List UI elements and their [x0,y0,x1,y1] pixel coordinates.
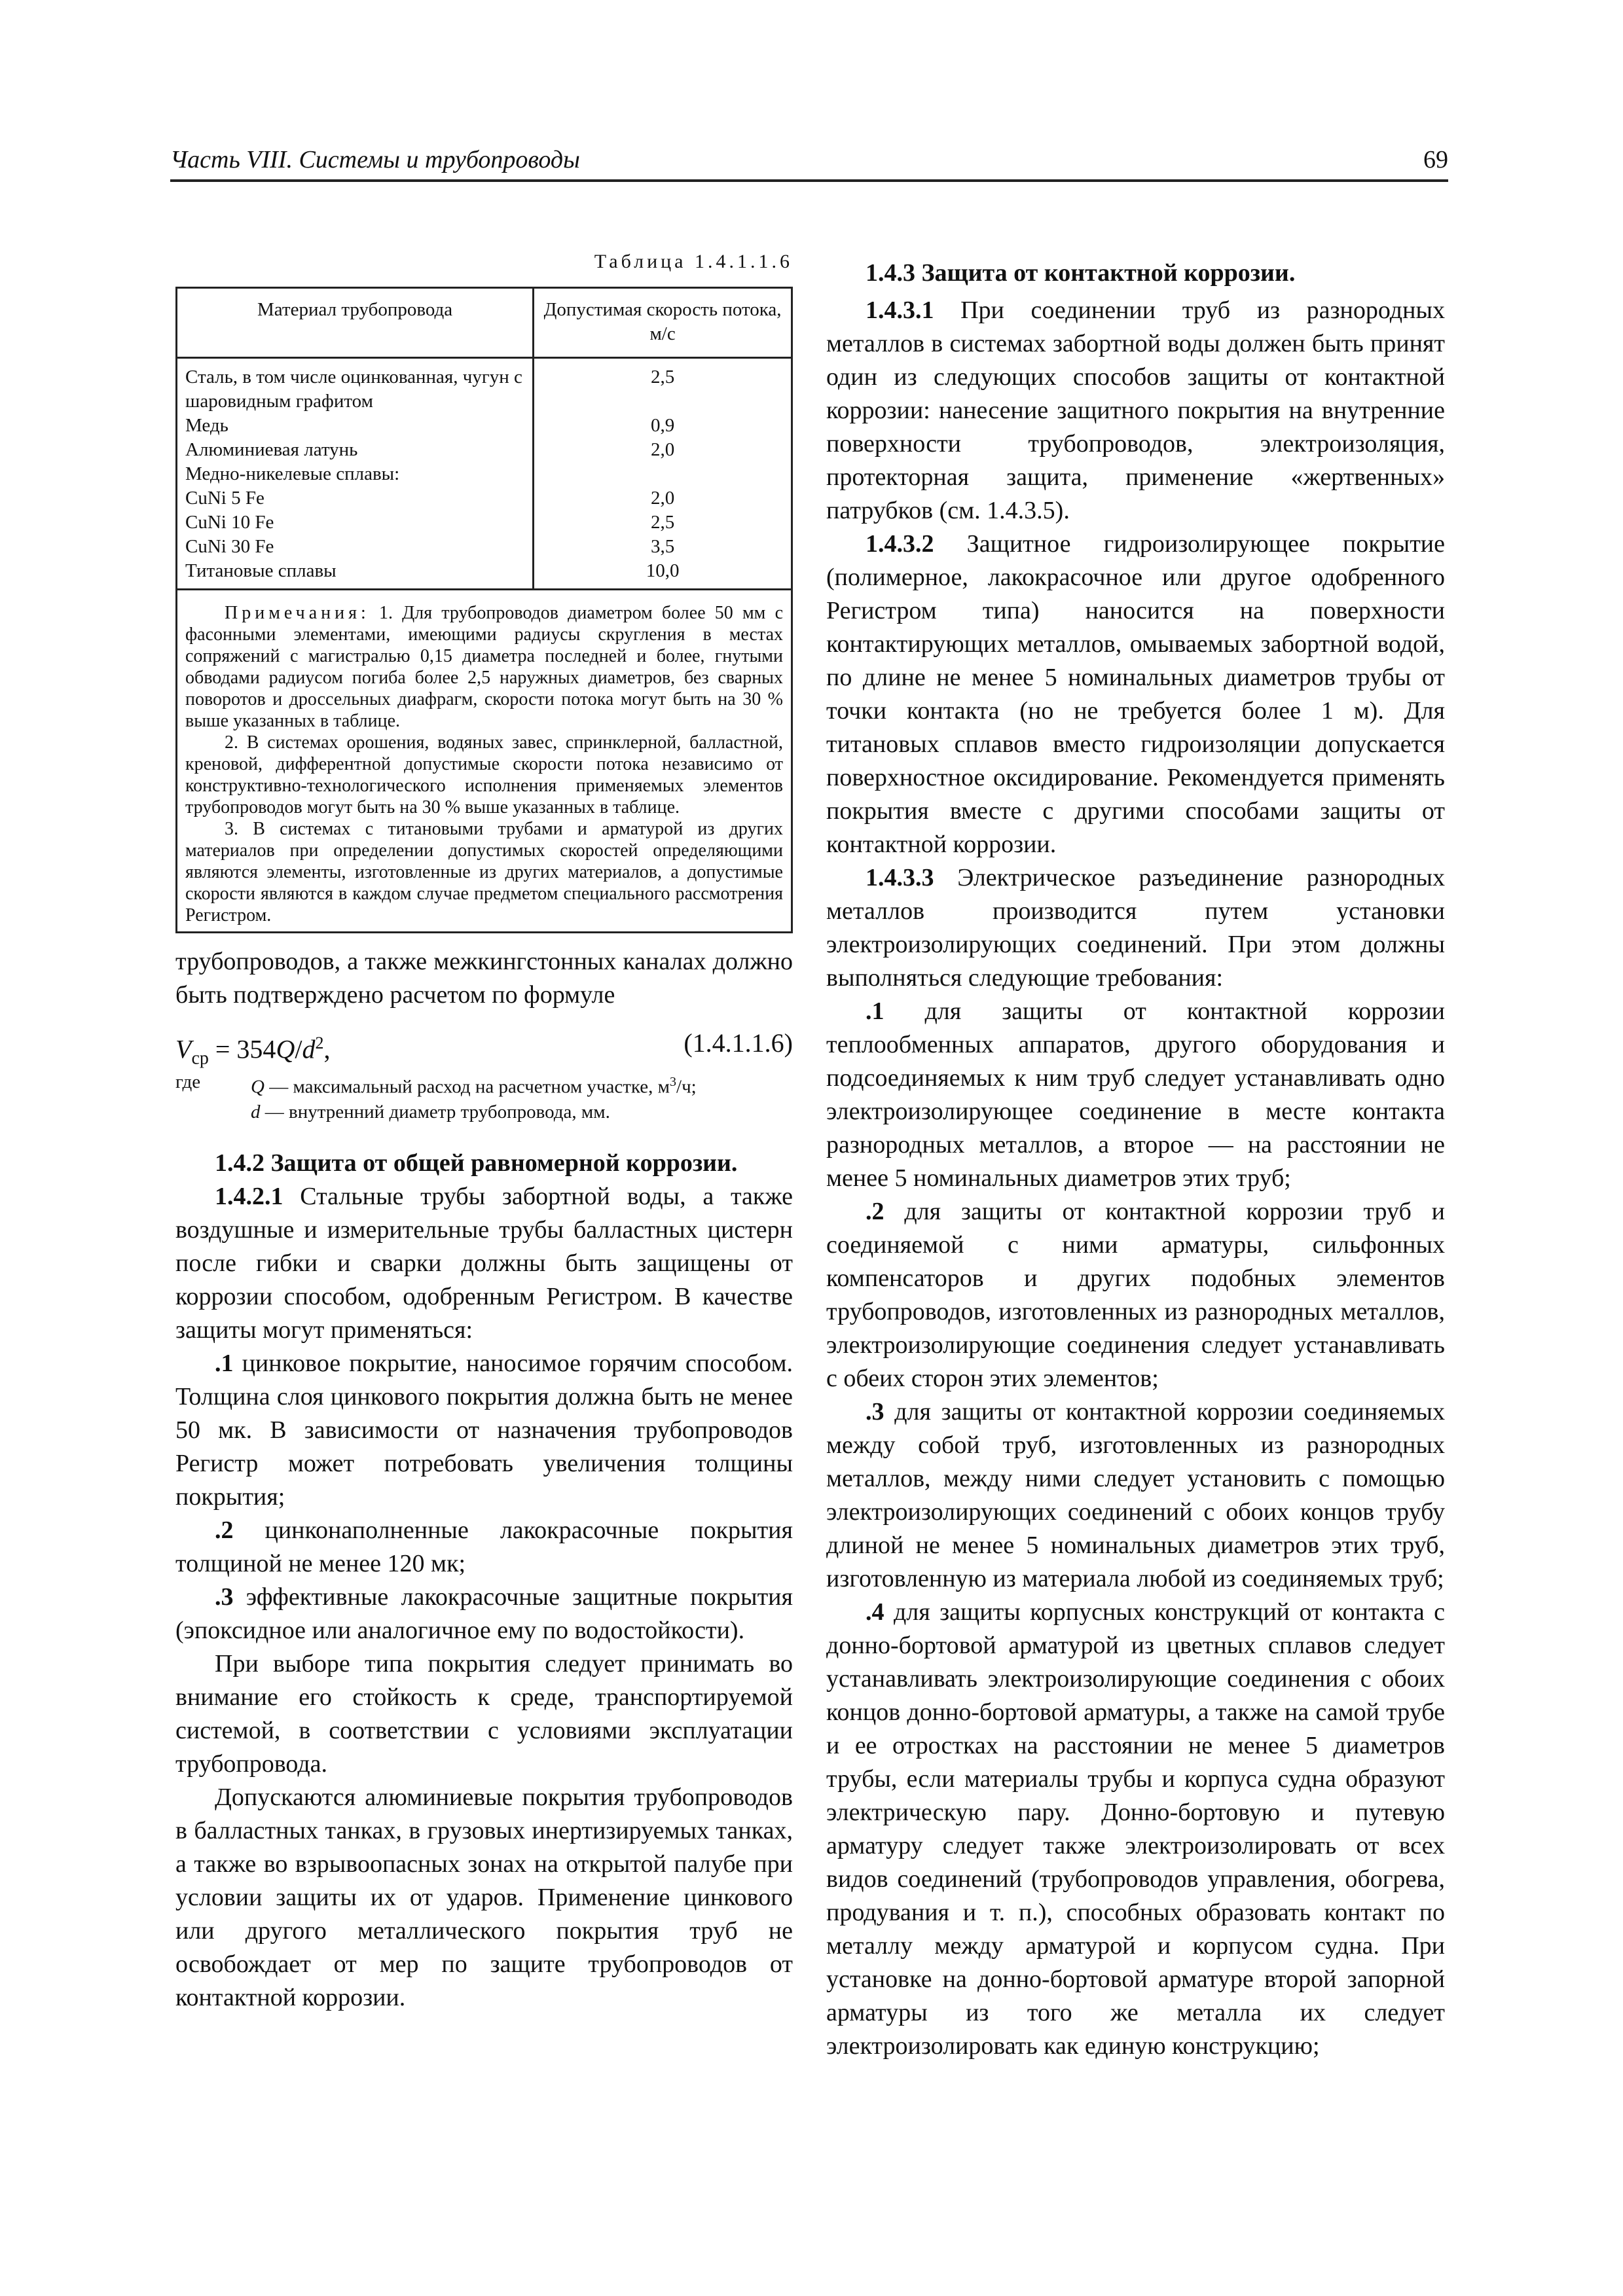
paragraph: 1.4.3.3 Электрическое разъединение разнородных металлов производится путем установки электроизолирующих соединений. При этом должны выполняться следующие требования: [826,864,1445,992]
speed-value: 3,5 [650,536,675,557]
legend-d: d — внутренний диаметр трубопровода, мм. [251,1101,610,1122]
table-note: 3. В системах с титановыми трубами и арматурой из других материалов при определении допустимых скоростей определяющими являются элементы, изготовленные из других материалов, а допустимые скорости являются в каждом случае предметом специального рассмотрения Регистром. [185,819,783,925]
formula [175,1022,793,1069]
table-note: 2. В системах орошения, водяных завес, спринклерной, балластной, креновой, дифферентной допустимые скорости потока независимо от конструктивно-технологического исполнения применяемых элементов трубопроводов могут быть на 30 % выше указанных в таблице. [185,732,783,817]
material-name: Сталь, в том числе оцинкованная, чугун с шаровидным графитом [185,367,522,412]
speed-value: 2,5 [650,512,675,533]
legend-q: Q — максимальный расход на расчетном участке, $м^3/ч$; [251,1075,697,1098]
speed-value: 2,0 [650,439,675,460]
page-header [170,143,1448,182]
list-item: .4 для защиты корпусных конструкций от контакта с донно-бортовой арматурой из цветных сплавов следует устанавливать электроизолирующие соединения с обоих концов донно-бортовой арматуры, а также на самой трубе и ее отростках на расстоянии не менее 5 диаметров трубы, если материалы трубы и корпуса судна образуют электрическую пару. Донно-бортовую и путевую арматуру следует также электроизолировать от всех видов соединений (трубопроводов управления, обогрева, продувания и т. п.), способных образовать контакт по металлу между арматурой и корпусом судна. При установке на донно-бортовой арматуре второй запорной арматуры из того же металла их следует электроизолировать как единую конструкцию; [826,1598,1445,2060]
table-body-row [177,358,792,590]
table-header-row [177,288,792,358]
list-item: .3 для защиты от контактной коррозии соединяемых между собой труб, изготовленных из разнородных металлов, между ними следует установить с помощью электроизолирующих соединений с обоих концов трубу длиной не менее 5 номинальных диаметров этих труб, изготовленную из материала любой из соединяемых труб; [826,1398,1445,1592]
material-name: CuNi 30 Fe [185,536,274,557]
speed-value: 2,5 [650,367,675,387]
list-item: .3 эффективные лакокрасочные защитные покрытия (эпоксидное или аналогичное ему по водостойкости). [175,1583,793,1644]
list-item: .1 цинковое покрытие, наносимое горячим способом. Толщина слоя цинкового покрытия должна быть не менее 50 мк. В зависимости от назначения трубопроводов Регистр может потребовать увеличения толщины покрытия; [175,1349,793,1511]
where-label: где [175,1071,201,1092]
speed-value: 2,0 [650,488,675,509]
paragraph: 1.4.3.1 При соединении труб из разнородных металлов в системах забортной воды должен быть принят один из следующих способов защиты от контактной коррозии: нанесение защитного покрытия на внутренние поверхности трубопроводов, электроизоляция, протекторная защита, применение «жертвенных» патрубков (см. 1.4.3.5). [826,296,1445,524]
table-header-speed: Допустимая скорость потока, м/с [534,288,792,358]
formula-expression: $V_{ср} = 354Q/d^2$, [175,1033,331,1069]
running-title: Часть VIII. Системы и трубопроводы [170,146,580,173]
speed-cell [534,358,792,590]
list-item: .1 для защиты от контактной коррозии теплообменных аппаратов, другого оборудования и подсоединяемых к ним труб следует устанавливать одно электроизолирующее соединение в месте контакта разнородных металлов, а второе — на расстоянии не менее 5 номинальных диаметров этих труб; [826,997,1445,1192]
material-name: Медно-никелевые сплавы: [185,463,400,484]
paragraph: 1.4.2.1 Стальные трубы забортной воды, а также воздушные и измерительные трубы балластных цистерн после гибки и сварки должны быть защищены от коррозии способом, одобренным Регистром. В качестве защиты могут применяться: [175,1182,793,1344]
section-heading: 1.4.3 Защита от контактной коррозии. [866,259,1296,287]
table-note: Примечания: 1. Для трубопроводов диаметром более 50 мм с фасонными элементами, имеющими радиусы скругления в местах сопряжений с магистралью 0,15 диаметра последней и более, гнутыми обводами радиусом погиба более 2,5 наружных диаметров, без сварных поворотов и дроссельных диафрагм, скорости потока могут быть на 30 % выше указанных в таблице. [185,603,783,731]
page-number: 69 [1423,146,1448,173]
left-column [175,249,793,2015]
paragraph: При выборе типа покрытия следует принимать во внимание его стойкость к среде, транспортируемой системой, в соответствии с условиями эксплуатации трубопровода. [175,1649,793,1778]
material-cell [177,358,534,590]
list-item: .2 цинконаполненные лакокрасочные покрытия толщиной не менее 120 мк; [175,1516,793,1577]
speed-table [175,287,793,933]
material-name: Титановые сплавы [185,560,337,581]
table-notes-row [177,590,792,933]
notes-label: Примечания: [225,603,370,623]
table-caption: Таблица 1.4.1.1.6 [594,251,793,272]
speed-value: 10,0 [646,560,680,581]
section-heading: 1.4.2 Защита от общей равномерной коррозии. [215,1149,738,1177]
table-header-material: Материал трубопровода [177,288,534,358]
material-name: Алюминиевая латунь [185,439,358,460]
material-name: CuNi 10 Fe [185,512,274,533]
material-name: CuNi 5 Fe [185,488,264,509]
table-notes [177,590,792,933]
formula-legend [175,1069,793,1124]
speed-value: 0,9 [650,415,675,436]
paragraph: трубопроводов, а также межкингстонных каналах должно быть подтверждено расчетом по формуле [175,948,793,1009]
paragraph: Допускаются алюминиевые покрытия трубопроводов в балластных танках, в грузовых инертизируемых танках, а также во взрывоопасных зонах на открытой палубе при условии защиты их от ударов. Применение цинкового или другого металлического покрытия труб не освобождает от мер по защите трубопроводов от контактной коррозии. [175,1783,793,2011]
right-column [826,257,1445,2063]
paragraph: 1.4.3.2 Защитное гидроизолирующее покрытие (полимерное, лакокрасочное или другое одобренного Регистром типа) наносится на поверхности контактирующих металлов, омываемых забортной водой, по длине не менее 5 номинальных диаметров трубы от точки контакта (но не требуется более 1 м). Для титановых сплавов вместо гидроизоляции допускается поверхностное оксидирование. Рекомендуется применять покрытия вместе с другими способами защиты от контактной коррозии. [826,530,1445,858]
list-item: .2 для защиты от контактной коррозии труб и соединяемой с ними арматуры, сильфонных компенсаторов и других подобных элементов трубопроводов, изготовленных из разнородных металлов, электроизолирующие соединения следует устанавливать с обеих сторон этих элементов; [826,1198,1445,1392]
formula-number: (1.4.1.1.6) [684,1028,793,1058]
material-name: Медь [185,415,228,436]
